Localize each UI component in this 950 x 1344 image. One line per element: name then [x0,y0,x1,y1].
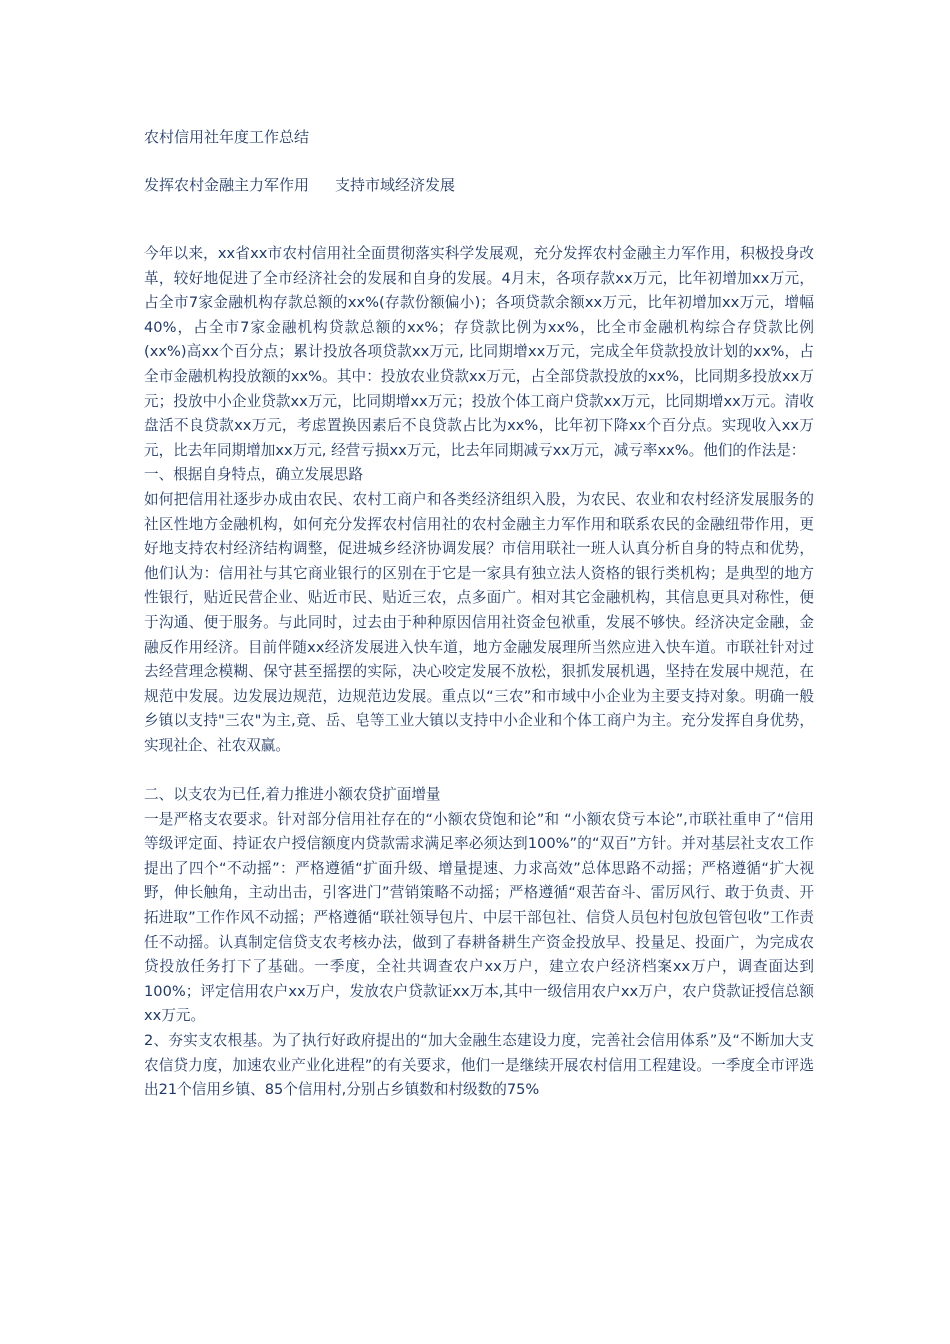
paragraph-section-2-item-2: 2、夯实支农根基。为了执行好政府提出的“加大金融生态建设力度，完善社会信用体系”及“不断加大支农信贷力度，加速农业产业化进程”的有关要求，他们一是继续开展农村信用工程建设。一季度全市评选出21个信用乡镇、85个信用村,分别占乡镇数和村级数的75% [144,1032,814,1099]
subtitle-right: 支持市域经济发展 [335,176,456,194]
subtitle-left: 发挥农村金融主力军作用 [144,176,310,194]
document-subtitle [144,175,455,195]
paragraph-intro: 今年以来，xx省xx市农村信用社全面贯彻落实科学发展观，充分发挥农村金融主力军作用，积极投身改革，较好地促进了全市经济社会的发展和自身的发展。4月末，各项存款xx万元，比年初增加xx万元，占全市7家金融机构存款总额的xx%(存款份额偏小)；各项贷款余额xx万元，比年初增加xx万元，增幅40%，占全市7家金融机构贷款总额的xx%；存贷款比例为xx%，比全市金融机构综合存贷款比例(xx%)高xx个百分点；累计投放各项贷款xx万元, 比同期增xx万元，完成全年贷款投放计划的xx%，占全市金融机构投放额的xx%。其中：投放农业贷款xx万元，占全部贷款投放的xx%，比同期多投放xx万元；投放中小企业贷款xx万元，比同期增xx万元；投放个体工商户贷款xx万元，比同期增xx万元。清收盘活不良贷款xx万元，考虑置换因素后不良贷款占比为xx%，比年初下降xx个百分点。实现收入xx万元，比去年同期增加xx万元, 经营亏损xx万元，比去年同期减亏xx万元，减亏率xx%。他们的作法是： [144,245,814,459]
paragraph-section-1: 如何把信用社逐步办成由农民、农村工商户和各类经济组织入股，为农民、农业和农村经济发展服务的社区性地方金融机构，如何充分发挥农村信用社的农村金融主力军作用和联系农民的金融纽带作用，更好地支持农村经济结构调整，促进城乡经济协调发展？市信用联社一班人认真分析自身的特点和优势，他们认为：信用社与其它商业银行的区别在于它是一家具有独立法人资格的银行类机构；是典型的地方性银行，贴近民营企业、贴近市民、贴近三农，点多面广。相对其它金融机构，其信息更具对称性，便于沟通、便于服务。与此同时，过去由于种种原因信用社资金包袱重，发展不够快。经济决定金融，金融反作用经济。目前伴随xx经济发展进入快车道，地方金融发展理所当然应进入快车道。市联社针对过去经营理念模糊、保守甚至摇摆的实际，决心咬定发展不放松，狠抓发展机遇，坚持在发展中规范，在规范中发展。边发展边规范，边规范边发展。重点以“三农”和市域中小企业为主要支持对象。明确一般乡镇以支持"三农"为主,竟、岳、皂等工业大镇以支持中小企业和个体工商户为主。充分发挥自身优势，实现社企、社农双赢。 [144,490,814,754]
section-heading-2: 二、以支农为已任,着力推进小额农贷扩面增量 [144,786,441,804]
document-body [144,242,814,1103]
section-heading-1: 一、根据自身特点，确立发展思路 [144,466,363,484]
paragraph-section-2-item-1: 一是严格支农要求。针对部分信用社存在的“小额农贷饱和论”和 “小额农贷亏本论”,市联社重申了“信用等级评定面、持证农户授信额度内贷款需求满足率必须达到100%”的“双百”方针。并对基层社支农工作提出了四个“不动摇”：严格遵循“扩面升级、增量提速、力求高效”总体思路不动摇；严格遵循“扩大视野，伸长触角，主动出击，引客进门”营销策略不动摇；严格遵循“艰苦奋斗、雷厉风行、敢于负责、开拓进取”工作作风不动摇；严格遵循“联社领导包片、中层干部包社、信贷人员包村包放包管包收”工作责任不动摇。认真制定信贷支农考核办法，做到了春耕备耕生产资金投放早、投量足、投面广，为完成农贷投放任务打下了基础。一季度，全社共调查农户xx万户，建立农户经济档案xx万户，调查面达到100%；评定信用农户xx万户，发放农户贷款证xx万本,其中一级信用农户xx万户，农户贷款证授信总额xx万元。 [144,810,814,1025]
document-title: 农村信用社年度工作总结 [144,128,310,146]
blank-line [144,758,814,783]
